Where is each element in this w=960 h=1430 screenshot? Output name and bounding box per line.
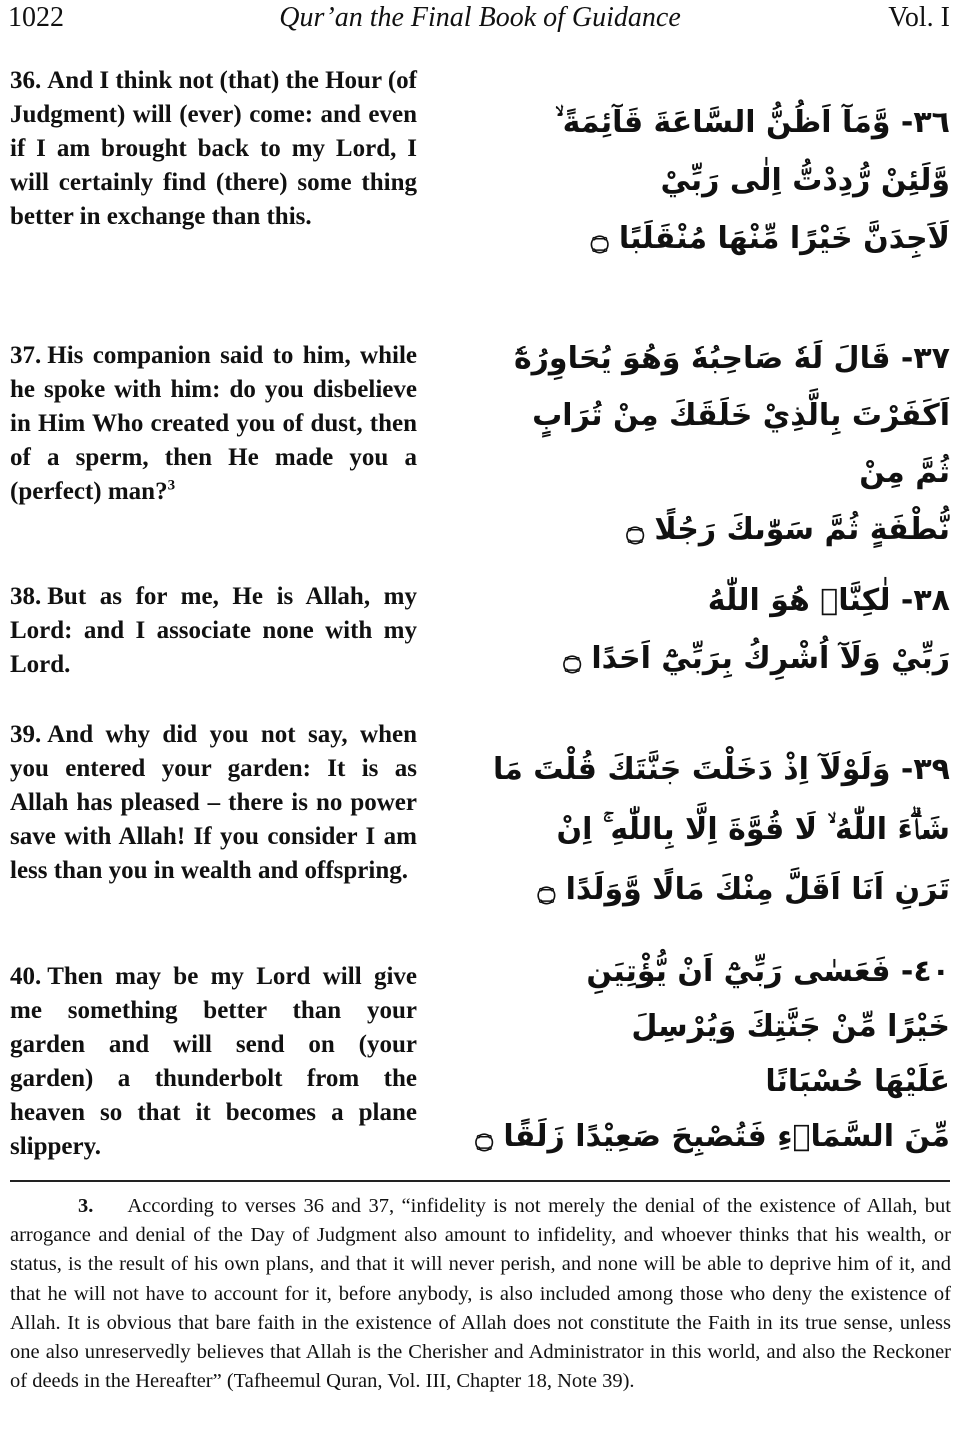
arabic-line: وَّلَئِنْ رُّدِدْتُّ اِلٰى رَبِّيْ — [660, 163, 950, 198]
verse-39-arabic — [492, 740, 950, 920]
footnote — [10, 1192, 951, 1396]
arabic-line: لَاَجِدَنَّ خَيْرًا مِّنْهَا مُنْقَلَبًا ۝ — [590, 221, 950, 256]
verse-number: 39. — [10, 721, 42, 748]
volume-label: Vol. I — [888, 2, 950, 33]
running-title: Qur’an the Final Book of Guidance — [279, 2, 681, 33]
verse-text: Then may be my Lord will give me something better than your garden and will send on (your garden) a thunderbolt from the heaven so that it becomes a plane slippery. — [10, 963, 417, 1160]
verse-number: 40. — [10, 963, 42, 990]
arabic-line: ٣٧- قَالَ لَهٗ صَاحِبُهٗ وَهُوَ يُحَاوِرُهٗٓ — [513, 341, 950, 376]
verse-38-english — [10, 580, 417, 682]
arabic-line: ٤٠- فَعَسٰى رَبِّيْٓ اَنْ يُّؤْتِيَنِ — [586, 954, 950, 989]
arabic-line: ٣٩- وَلَوْلَآ اِذْ دَخَلْتَ جَنَّتَكَ قُلْتَ مَا — [492, 752, 950, 787]
arabic-line: خَيْرًا مِّنْ جَنَّتِكَ وَيُرْسِلَ — [631, 1009, 950, 1044]
arabic-line: تَرَنِ اَنَا اَقَلَّ مِنْكَ مَالًا وَّوَلَدًا ۝ — [537, 872, 950, 907]
arabic-line: ثُمَّ مِنْ — [859, 455, 950, 490]
arabic-line: مِّنَ السَّمَاۗءِ فَتُصْبِحَ صَعِيْدًا زَلَقًا ۝ — [475, 1119, 950, 1154]
verse-37-english — [10, 339, 417, 509]
verse-36-arabic — [510, 94, 950, 268]
verse-number: 38. — [10, 583, 42, 610]
verse-39-english — [10, 718, 417, 888]
verse-36-english — [10, 64, 417, 234]
arabic-line: شَاۗءَ اللّٰهُ ۙ لَا قُوَّةَ اِلَّا بِاللّٰهِ ۚ اِنْ — [556, 812, 950, 847]
page-header — [0, 0, 960, 40]
verse-text: And why did you not say, when you entered your garden: It is as Allah has pleased – there is no power save with Allah! If you consider I am less than you in wealth and offspring. — [10, 721, 417, 884]
page-number: 1022 — [8, 2, 64, 33]
footnote-ref: 3 — [167, 477, 176, 494]
arabic-line: ٣٦- وَّمَآ اَظُنُّ السَّاعَةَ قَآئِمَةً ۙ — [555, 105, 950, 140]
arabic-line: نُّطْفَةٍ ثُمَّ سَوّٰىكَ رَجُلًا ۝ — [626, 512, 950, 547]
verse-text: His companion said to him, while he spoke with him: do you disbelieve in Him Who created you of dust, then of a sperm, then He made you a (perfect) man? — [10, 342, 417, 505]
verse-40-english — [10, 960, 417, 1164]
footnote-text: According to verses 36 and 37, “infidelity is not merely the denial of the existence of Allah, but arrogance and denial of the Day of Judgment also amount to infidelity, and whoever thinks that his wealth, or status, is the result of his own plans, and that it will never perish, and none will be able to deprive him of it, and that he will not have to account for it, before anybody, is also included among those who deny the existence of Allah. It is obvious that bare faith in the existence of Allah does not constitute the Faith in its true sense, unless one also unreservedly believes that Allah is the Cherisher and Administrator in this world, and also the Reckoner of deeds in the Hereafter” (Tafheemul Quran, Vol. III, Chapter 18, Note 39). — [10, 1195, 951, 1393]
arabic-line: ٣٨- لٰكِنَّا۠ هُوَ اللّٰهُ — [707, 583, 950, 618]
verse-number: 36. — [10, 67, 42, 94]
footnote-divider — [10, 1180, 950, 1182]
verse-37-arabic — [510, 330, 950, 558]
footnote-number: 3. — [78, 1195, 94, 1217]
verse-text: But as for me, He is Allah, my Lord: and I associate none with my Lord. — [10, 583, 417, 678]
verse-40-arabic — [475, 944, 950, 1164]
arabic-line: اَكَفَرْتَ بِالَّذِيْ خَلَقَكَ مِنْ تُرَابٍ — [532, 398, 950, 433]
verse-number: 37. — [10, 342, 42, 369]
verse-text: And I think not (that) the Hour (of Judgment) will (ever) come: and even if I am brought back to my Lord, I will certainly find (there) some thing better in exchange than this. — [10, 67, 417, 230]
arabic-line: عَلَيْهَا حُسْبَانًا — [765, 1064, 950, 1099]
arabic-line: رَبِّيْ وَلَآ اُشْرِكُ بِرَبِّيْٓ اَحَدًا ۝ — [563, 641, 950, 676]
verse-38-arabic — [510, 572, 950, 688]
